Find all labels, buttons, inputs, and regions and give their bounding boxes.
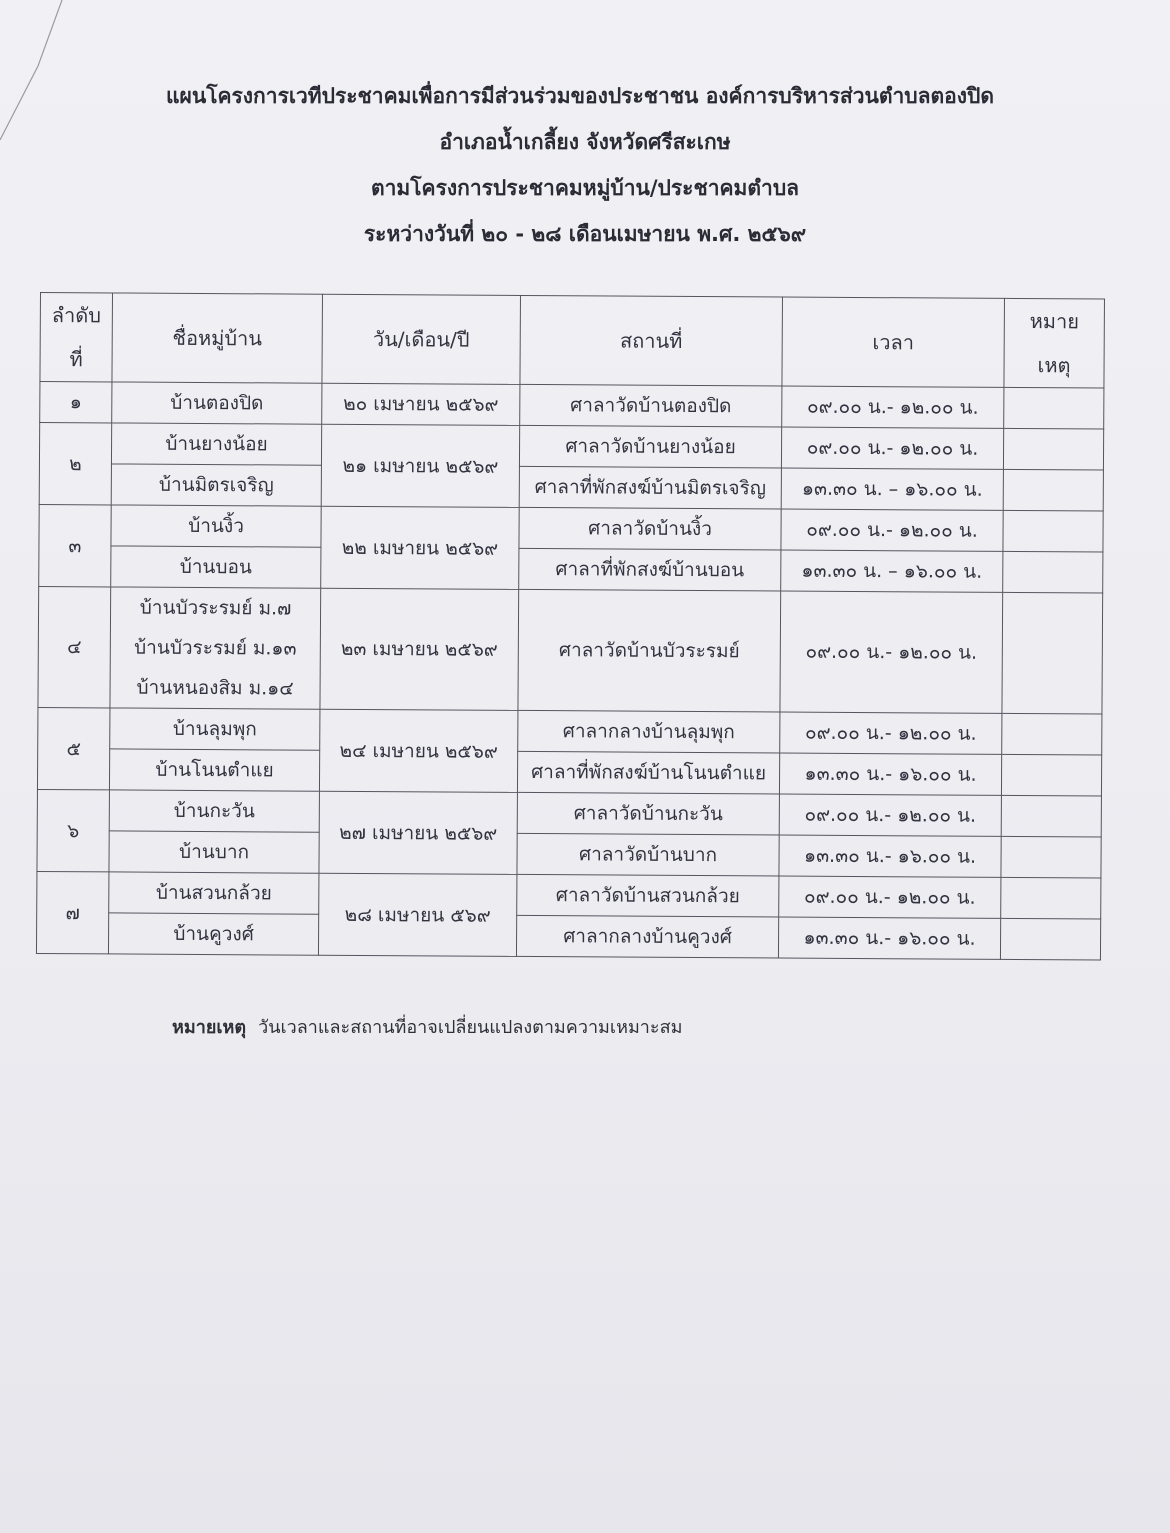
cell-time: ๐๙.๐๐ น.- ๑๒.๐๐ น. bbox=[780, 591, 1003, 713]
cell-remark bbox=[1001, 795, 1101, 837]
cell-village-list bbox=[110, 587, 321, 709]
schedule-table bbox=[36, 292, 1105, 960]
table-header-row bbox=[40, 293, 1105, 388]
cell-village: บ้านสวนกล้วย bbox=[109, 872, 319, 914]
cell-village: บ้านตองปิด bbox=[112, 382, 322, 424]
cell-remark bbox=[1002, 713, 1102, 755]
cell-no: ๑ bbox=[40, 382, 112, 423]
cell-time: ๑๓.๓๐ น.- ๑๖.๐๐ น. bbox=[779, 835, 1001, 877]
cell-village: บ้านบาก bbox=[109, 831, 319, 873]
table-row bbox=[38, 586, 1103, 713]
cell-time: ๑๓.๓๐ น.- ๑๖.๐๐ น. bbox=[778, 917, 1000, 959]
cell-date: ๒๔ เมษายน ๒๕๖๙ bbox=[319, 709, 517, 792]
cell-date: ๒๑ เมษายน ๒๕๖๙ bbox=[321, 424, 519, 507]
cell-no: ๓ bbox=[39, 504, 111, 586]
cell-time: ๑๓.๓๐ น. – ๑๖.๐๐ น. bbox=[781, 550, 1003, 592]
cell-remark bbox=[1003, 551, 1103, 593]
header-remark bbox=[1004, 298, 1105, 388]
header-no-line-2: ที่ bbox=[69, 347, 83, 372]
cell-no: ๖ bbox=[37, 789, 109, 871]
cell-remark bbox=[1001, 877, 1101, 919]
cell-no: ๔ bbox=[38, 586, 111, 707]
cell-place: ศาลาที่พักสงฆ์บ้านโนนตำแย bbox=[517, 751, 779, 794]
cell-place: ศาลาวัดบ้านสวนกล้วย bbox=[517, 874, 779, 917]
document-title-line-3: ตามโครงการประชาคมหมู่บ้าน/ประชาคมตำบล bbox=[370, 176, 800, 200]
cell-time: ๐๙.๐๐ น.- ๑๒.๐๐ น. bbox=[780, 712, 1002, 754]
header-date: วัน/เดือน/ปี bbox=[322, 294, 521, 384]
cell-remark bbox=[1004, 387, 1104, 429]
header-place: สถานที่ bbox=[520, 295, 783, 386]
cell-village: บ้านหนองสิม ม.๑๔ bbox=[136, 676, 294, 700]
cell-place: ศาลาวัดบ้านบาก bbox=[517, 833, 779, 876]
header-no-line-1: ลำดับ bbox=[51, 303, 102, 328]
header-no bbox=[40, 293, 113, 382]
table-row bbox=[37, 789, 1101, 836]
cell-date: ๒๗ เมษายน ๒๕๖๙ bbox=[319, 791, 517, 874]
cell-date: ๒๐ เมษายน ๒๕๖๙ bbox=[322, 383, 520, 425]
cell-time: ๑๓.๓๐ น. – ๑๖.๐๐ น. bbox=[781, 468, 1003, 510]
cell-village: บ้านบัวระรมย์ ม.๗ bbox=[139, 596, 292, 620]
cell-village: บ้านบัวระรมย์ ม.๑๓ bbox=[134, 636, 297, 660]
document-title-line-4: ระหว่างวันที่ ๒๐ - ๒๘ เดือนเมษายน พ.ศ. ๒๕๖๙ bbox=[363, 222, 807, 246]
document-title-line-2: อำเภอน้ำเกลี้ยง จังหวัดศรีสะเกษ bbox=[439, 130, 731, 154]
cell-no: ๒ bbox=[39, 423, 111, 505]
cell-remark bbox=[1003, 510, 1103, 552]
cell-place: ศาลาวัดบ้านบัวระรมย์ bbox=[518, 589, 781, 712]
table-row bbox=[37, 830, 1101, 877]
cell-date: ๒๓ เมษายน ๒๕๖๙ bbox=[320, 588, 519, 710]
header-remark-line-1: หมาย bbox=[1029, 309, 1080, 334]
table-row bbox=[38, 707, 1102, 754]
cell-time: ๐๙.๐๐ น.- ๑๒.๐๐ น. bbox=[781, 509, 1003, 551]
cell-village: บ้านบอน bbox=[111, 546, 321, 588]
cell-no: ๗ bbox=[36, 871, 108, 953]
table-row bbox=[37, 748, 1101, 795]
cell-remark bbox=[1003, 469, 1103, 511]
cell-time: ๐๙.๐๐ น.- ๑๒.๐๐ น. bbox=[779, 876, 1001, 918]
cell-place: ศาลาวัดบ้านกะวัน bbox=[517, 792, 779, 835]
cell-remark bbox=[1003, 428, 1103, 470]
cell-village: บ้านยางน้อย bbox=[111, 423, 321, 465]
table-row bbox=[39, 423, 1103, 470]
footnote-label: หมายเหตุ bbox=[172, 1017, 247, 1038]
header-village: ชื่อหมู่บ้าน bbox=[112, 293, 323, 383]
cell-date: ๒๒ เมษายน ๒๕๖๙ bbox=[321, 506, 519, 589]
table-row bbox=[39, 463, 1103, 510]
header-time: เวลา bbox=[782, 297, 1005, 387]
footnote-text: วันเวลาและสถานที่อาจเปลี่ยนแปลงตามความเหมาะสม bbox=[258, 1017, 683, 1038]
table-row bbox=[39, 545, 1103, 592]
cell-place: ศาลาวัดบ้านตองปิด bbox=[520, 384, 782, 427]
cell-place: ศาลาที่พักสงฆ์บ้านบอน bbox=[519, 548, 781, 591]
cell-no: ๕ bbox=[37, 707, 109, 789]
cell-village: บ้านลุมพุก bbox=[110, 708, 320, 750]
footnote bbox=[172, 1012, 682, 1041]
cell-place: ศาลากลางบ้านคูวงศ์ bbox=[516, 915, 778, 958]
table-row bbox=[40, 382, 1104, 429]
cell-village: บ้านมิตรเจริญ bbox=[111, 464, 321, 506]
cell-remark bbox=[1000, 918, 1100, 960]
cell-remark bbox=[1001, 836, 1101, 878]
cell-village: บ้านงิ้ว bbox=[111, 505, 321, 547]
cell-village: บ้านกะวัน bbox=[109, 790, 319, 832]
cell-village: บ้านคูวงศ์ bbox=[108, 913, 318, 955]
cell-village: บ้านโนนตำแย bbox=[109, 749, 319, 791]
header-remark-line-2: เหตุ bbox=[1037, 353, 1071, 378]
paper-fold-line bbox=[0, 0, 90, 140]
document-title-line-1: แผนโครงการเวทีประชาคมเพื่อการมีส่วนร่วมของประชาชน องค์การบริหารส่วนตำบลตองปิด bbox=[166, 84, 994, 108]
cell-date: ๒๘ เมษายน ๕๖๙ bbox=[318, 873, 516, 956]
cell-time: ๐๙.๐๐ น.- ๑๒.๐๐ น. bbox=[781, 427, 1003, 469]
cell-remark bbox=[1001, 754, 1101, 796]
cell-time: ๑๓.๓๐ น.- ๑๖.๐๐ น. bbox=[779, 753, 1001, 795]
cell-place: ศาลาวัดบ้านยางน้อย bbox=[519, 425, 781, 468]
cell-place: ศาลากลางบ้านลุมพุก bbox=[518, 710, 780, 753]
table-row bbox=[37, 871, 1101, 918]
cell-remark bbox=[1002, 592, 1103, 714]
table-row bbox=[39, 504, 1103, 551]
cell-time: ๐๙.๐๐ น.- ๑๒.๐๐ น. bbox=[782, 386, 1004, 428]
cell-place: ศาลาที่พักสงฆ์บ้านมิตรเจริญ bbox=[519, 466, 781, 509]
cell-time: ๐๙.๐๐ น.- ๑๒.๐๐ น. bbox=[779, 794, 1001, 836]
cell-place: ศาลาวัดบ้านงิ้ว bbox=[519, 507, 781, 550]
table-row bbox=[36, 912, 1100, 959]
